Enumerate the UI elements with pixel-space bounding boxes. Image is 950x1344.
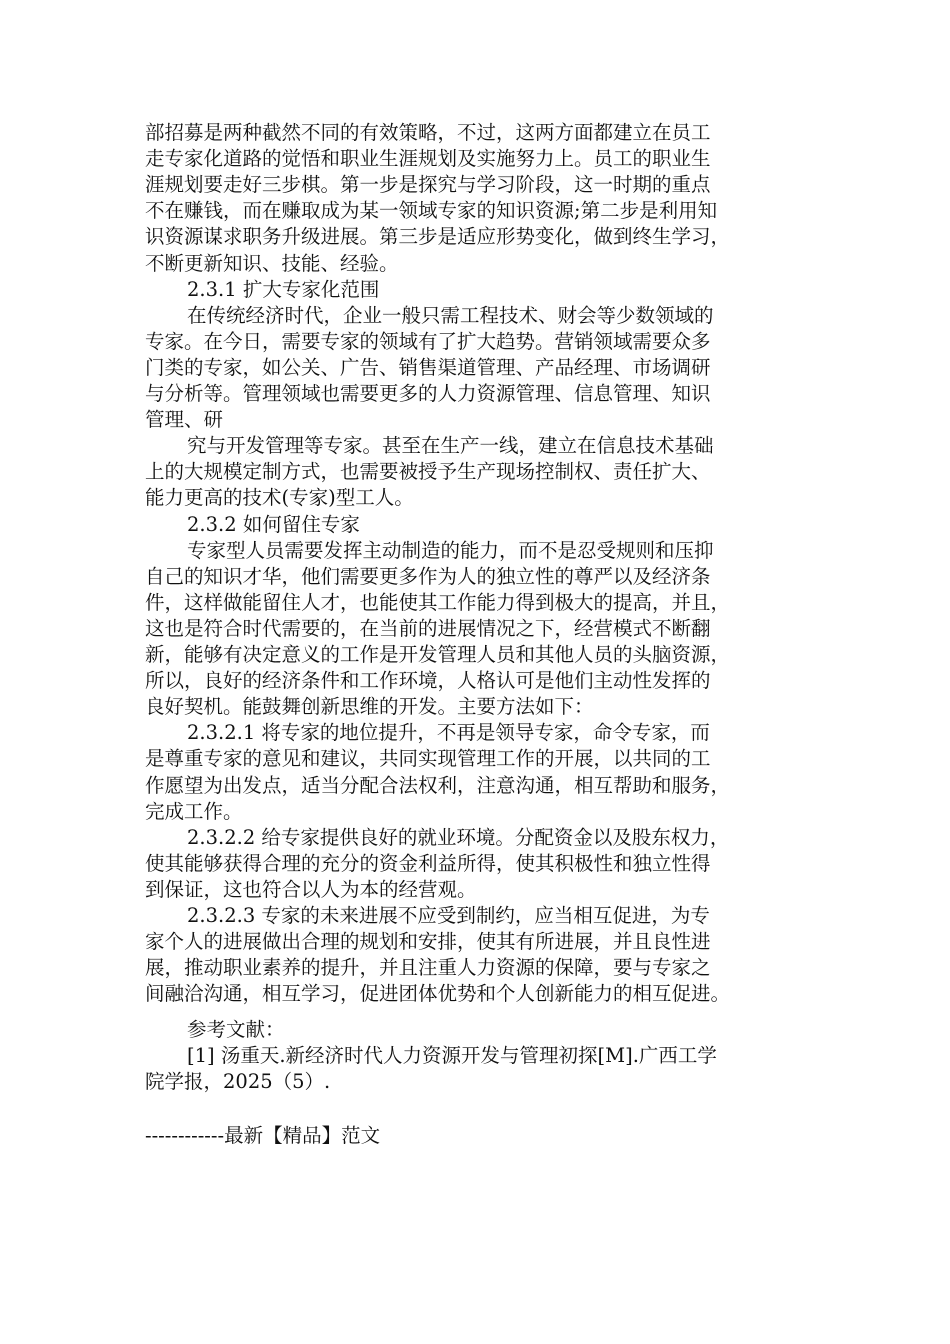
- body-text-line: 门类的专家，如公关、广告、销售渠道管理、产品经理、市场调研: [145, 355, 711, 379]
- body-text-line: 新，能够有决定意义的工作是开发管理人员和其他人员的头脑资源，: [145, 643, 731, 666]
- body-text-line: 部招募是两种截然不同的有效策略，不过，这两方面都建立在员工: [145, 121, 711, 144]
- body-text-line: 上的大规模定制方式，也需要被授予生产现场控制权、责任扩大、: [145, 460, 711, 484]
- body-text-line: 2.3.2 如何留住专家: [187, 512, 360, 536]
- body-text-line: 能力更高的技术(专家)型工人。: [145, 486, 414, 510]
- footer-text: ------------最新【精品】范文: [145, 1124, 381, 1147]
- body-text-line: 与分析等。管理领域也需要更多的人力资源管理、信息管理、知识: [145, 382, 711, 405]
- body-text-line: 2.3.2.3 专家的未来进展不应受到制约，应当相互促进，为专: [187, 904, 710, 927]
- body-text-line: 展，推动职业素养的提升，并且注重人力资源的保障，要与专家之: [145, 956, 711, 980]
- body-text-line: 识资源谋求职务升级进展。第三步是适应形势变化，做到终生学习，: [145, 225, 731, 249]
- body-text-line: 所以，良好的经济条件和工作环境，人格认可是他们主动性发挥的: [145, 669, 711, 693]
- body-text-line: 完成工作。: [145, 799, 243, 823]
- body-text-line: 自己的知识才华，他们需要更多作为人的独立性的尊严以及经济条: [145, 564, 711, 588]
- body-text-line: 这也是符合时代需要的，在当前的进展情况之下，经营模式不断翻: [145, 616, 711, 640]
- reference-entry-line: 院学报，2025（5）.: [145, 1070, 331, 1093]
- body-text-line: 间融洽沟通，相互学习，促进团体优势和个人创新能力的相互促进。: [145, 982, 731, 1006]
- body-text-line: 管理、研: [145, 408, 224, 432]
- body-text-line: 良好契机。能鼓舞创新思维的开发。主要方法如下：: [145, 695, 594, 719]
- body-text-line: 不在赚钱，而在赚取成为某一领域专家的知识资源;第二步是利用知: [145, 199, 718, 223]
- body-text-line: 到保证，这也符合以人为本的经营观。: [145, 877, 477, 901]
- body-text-line: 2.3.2.1 将专家的地位提升，不再是领导专家，命令专家，而: [187, 721, 710, 745]
- reference-entry-line: [1] 汤重天.新经济时代人力资源开发与管理初探[M].广西工学: [187, 1044, 717, 1067]
- body-text-line: 2.3.1 扩大专家化范围: [187, 277, 380, 301]
- body-text-line: 专家。在今日，需要专家的领域有了扩大趋势。营销领域需要众多: [145, 329, 711, 353]
- body-text-line: 究与开发管理等专家。甚至在生产一线，建立在信息技术基础: [187, 434, 714, 458]
- references-heading: 参考文献：: [187, 1018, 285, 1041]
- body-text-line: 作愿望为出发点，适当分配合法权利，注意沟通，相互帮助和服务，: [145, 773, 731, 797]
- body-text-line: 专家型人员需要发挥主动制造的能力，而不是忍受规则和压抑: [187, 538, 714, 562]
- body-text-line: 不断更新知识、技能、经验。: [145, 251, 399, 275]
- body-text-line: 在传统经济时代，企业一般只需工程技术、财会等少数领域的: [187, 303, 714, 327]
- body-text-line: 家个人的进展做出合理的规划和安排，使其有所进展，并且良性进: [145, 930, 711, 954]
- body-text-line: 涯规划要走好三步棋。第一步是探究与学习阶段，这一时期的重点: [145, 173, 711, 197]
- body-text-line: 是尊重专家的意见和建议，共同实现管理工作的开展，以共同的工: [145, 747, 711, 771]
- body-text-line: 走专家化道路的觉悟和职业生涯规划及实施努力上。员工的职业生: [145, 147, 711, 171]
- body-text-line: 件，这样做能留住人才，也能使其工作能力得到极大的提高，并且，: [145, 590, 731, 614]
- body-text-line: 使其能够获得合理的充分的资金利益所得，使其积极性和独立性得: [145, 851, 711, 875]
- body-text-line: 2.3.2.2 给专家提供良好的就业环境。分配资金以及股东权力，: [187, 825, 730, 849]
